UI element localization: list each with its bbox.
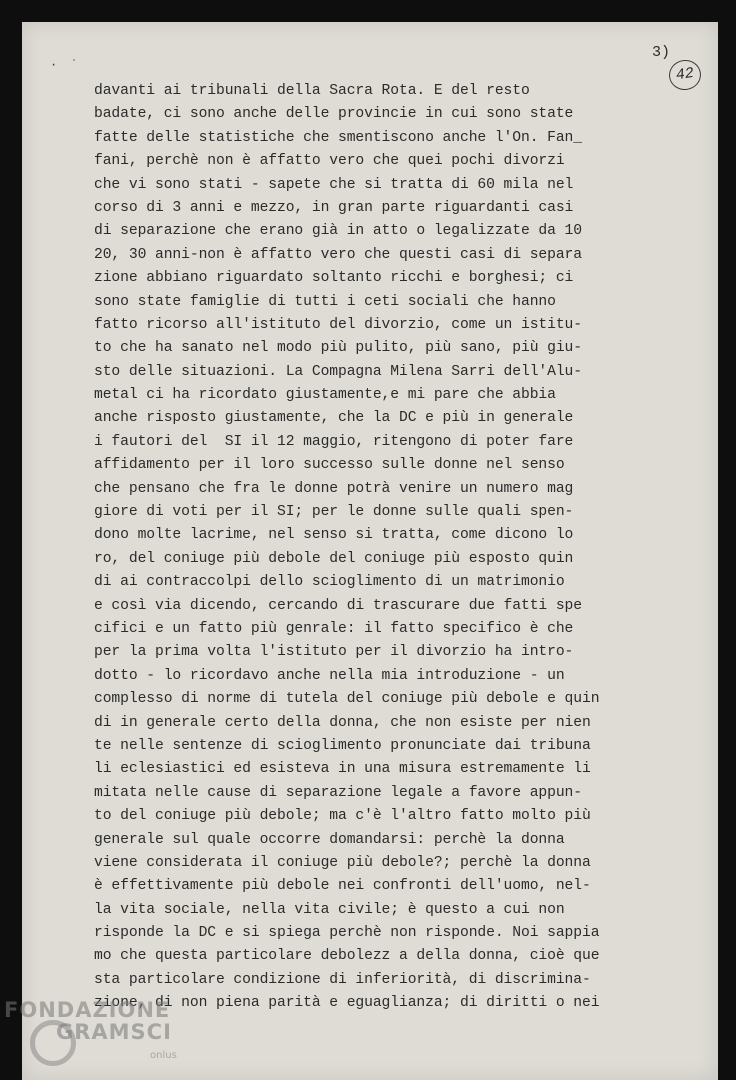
text-line: mo che questa particolare debolezz a della donna, cioè que	[94, 948, 600, 965]
text-line: 20, 30 anni-non è affatto vero che questi casi di separa	[94, 246, 582, 263]
text-line: metal ci ha ricordato giustamente,e mi pare che abbia	[94, 387, 556, 404]
text-line: generale sul quale occorre domandarsi: perchè la donna	[94, 831, 565, 848]
text-line: sto delle situazioni. La Compagna Milena Sarri dell'Alu-	[94, 363, 582, 380]
text-line: fatte delle statistiche che smentiscono anche l'On. Fan_	[94, 129, 582, 146]
text-line: di in generale certo della donna, che non esiste per nien	[94, 714, 591, 731]
text-line: giore di voti per il SI; per le donne sulle quali spen-	[94, 504, 574, 521]
text-line: che vi sono stati - sapete che si tratta di 60 mila nel	[94, 176, 574, 193]
text-line: mitata nelle cause di separazione legale a favore appun-	[94, 784, 582, 801]
text-line: fani, perchè non è affatto vero che quei pochi divorzi	[94, 153, 565, 170]
fondazione-gramsci-watermark	[4, 998, 204, 1080]
text-line: viene considerata il coniuge più debole?; perchè la donna	[94, 854, 591, 871]
ink-specks: · ˙	[50, 58, 81, 72]
text-line: complesso di norme di tutela del coniuge più debole e quin	[94, 691, 600, 708]
watermark-sub: onlus	[150, 1050, 177, 1061]
text-line: che pensano che fra le donne potrà venire un numero mag	[94, 480, 574, 497]
text-line: sono state famiglie di tutti i ceti sociali che hanno	[94, 293, 556, 310]
archive-number-circled: 42	[667, 58, 703, 92]
body-text	[94, 80, 694, 1016]
text-line: te nelle sentenze di scioglimento pronunciate dai tribuna	[94, 737, 591, 754]
text-line: badate, ci sono anche delle provincie in cui sono state	[94, 106, 574, 123]
text-line: zione abbiano riguardato soltanto ricchi e borghesi; ci	[94, 270, 574, 287]
text-line: risponde la DC e si spiega perchè non risponde. Noi sappia	[94, 925, 600, 942]
watermark-line2: GRAMSCI	[56, 1020, 172, 1044]
text-line: to che ha sanato nel modo più pulito, più sano, più giu-	[94, 340, 582, 357]
text-line: è effettivamente più debole nei confronti dell'uomo, nel-	[94, 878, 591, 895]
text-line: corso di 3 anni e mezzo, in gran parte riguardanti casi	[94, 199, 574, 216]
text-line: dotto - lo ricordavo anche nella mia introduzione - un	[94, 667, 565, 684]
text-line: di separazione che erano già in atto o legalizzate da 10	[94, 223, 582, 240]
text-line: sta particolare condizione di inferiorità, di discrimina-	[94, 971, 591, 988]
text-line: ro, del coniuge più debole del coniuge più esposto quin	[94, 550, 574, 567]
text-line: anche risposto giustamente, che la DC e più in generale	[94, 410, 574, 427]
watermark-line1: FONDAZIONE	[4, 998, 171, 1022]
text-line: fatto ricorso all'istituto del divorzio, come un istitu-	[94, 316, 582, 333]
text-line: davanti ai tribunali della Sacra Rota. E del resto	[94, 83, 530, 99]
text-line: i fautori del SI il 12 maggio, ritengono di poter fare	[94, 433, 574, 450]
text-line: dono molte lacrime, nel senso si tratta, come dicono lo	[94, 527, 574, 544]
text-line: cifici e un fatto più genrale: il fatto specifico è che	[94, 620, 574, 637]
text-line: la vita sociale, nella vita civile; è questo a cui non	[94, 901, 565, 918]
text-line: per la prima volta l'istituto per il divorzio ha intro-	[94, 644, 574, 661]
typewritten-page	[22, 22, 718, 1080]
text-line: affidamento per il loro successo sulle donne nel senso	[94, 457, 565, 474]
text-line: zione, di non piena parità e eguaglianza; di diritti o nei	[94, 995, 600, 1012]
text-line: e così via dicendo, cercando di trascurare due fatti spe	[94, 597, 582, 614]
text-line: to del coniuge più debole; ma c'è l'altro fatto molto più	[94, 808, 591, 825]
text-line: di ai contraccolpi dello scioglimento di un matrimonio	[94, 574, 565, 591]
text-line: li eclesiastici ed esisteva in una misura estremamente li	[94, 761, 591, 778]
page-number: 3)	[651, 44, 670, 61]
